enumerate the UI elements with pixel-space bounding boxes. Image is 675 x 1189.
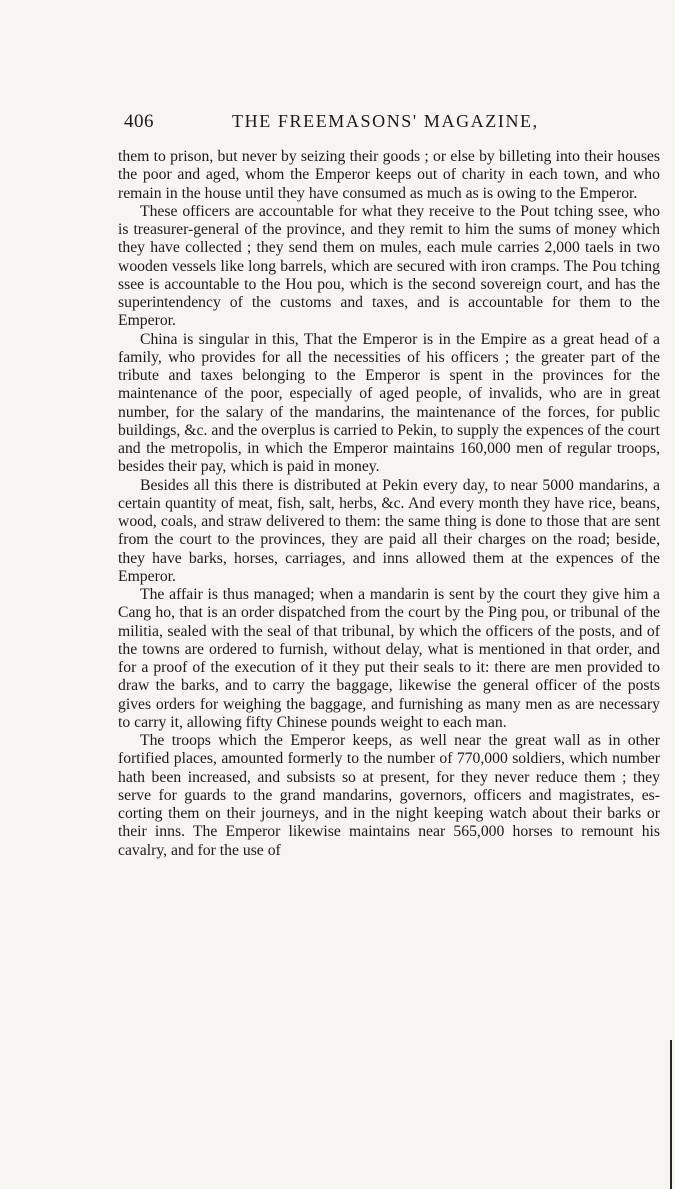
article-body [118, 148, 660, 860]
paragraph: The troops which the Emperor keeps, as well near the great wall as in other fortified places, amounted formerly to the number of 770,000 soldiers, which number hath been increased, and subsists so at present, for they never reduce them ; they serve for guards to the grand mandarins, governors, officers and magistrates, escorting them on their journeys, and in the night keeping watch about their barks or their inns. The Emperor likewise maintains near 565,000 horses to remount his cavalry, and for the use of [118, 732, 660, 859]
paragraph: China is singular in this, That the Emperor is in the Empire as a great head of a family, who provides for all the necessities of his officers ; the greater part of the tribute and taxes belonging to the Emperor is spent in the provinces for the maintenance of the poor, especially of aged people, of invalids, who are in great number, for the salary of the mandarins, the maintenance of the forces, for public buildings, &c. and the overplus is carried to Pekin, to supply the expences of the court and the metropolis, in which the Emperor maintains 160,000 men of regular troops, besides their pay, which is paid in money. [118, 330, 660, 476]
running-title: THE FREEMASONS' MAGAZINE, [232, 111, 539, 131]
paragraph: Besides all this there is distributed at Pekin every day, to near 5000 mandarins, a certain quantity of meat, fish, salt, herbs, &c. And every month they have rice, beans, wood, coals, and straw delivered to them: the same thing is done to those that are sent from the court to the provinces, they are paid all their charges on the road; beside, they have barks, horses, carriages, and inns allowed them at the expences of the Emperor. [118, 476, 660, 585]
page-edge-mark [670, 1040, 672, 1189]
paragraph: These officers are accountable for what they receive to the Pout tching ssee, who is treasurer-general of the province, and they remit to him the sums of money which they have collected ; they send them on mules, each mule carries 2,000 taels in two wooden vessels like long barrels, which are secured with iron cramps. The Pou tching ssee is accountable to the Hou pou, which is the second sovereign court, and has the superintendency of the customs and taxes, and is accountable for them to the Emperor. [118, 202, 660, 330]
page-number: 406 [124, 111, 154, 132]
paragraph: The affair is thus managed; when a mandarin is sent by the court they give him a Cang ho, that is an order dispatched from the court by the Ping pou, or tribunal of the militia, sealed with the seal of that tribunal, by which the officers of the posts, and of the towns are ordered to furnish, without delay, what is mentioned in that order, and for a proof of the execution of it they put their seals to it: there are men provided to draw the barks, and to carry the baggage, likewise the general officer of the posts gives orders for weighing the baggage, and furnishing as many men as are necessary to carry it, allowing fifty Chinese pounds weight to each man. [118, 586, 660, 731]
page-header [124, 111, 660, 137]
paragraph: them to prison, but never by seizing their goods ; or else by billeting into their houses the poor and aged, whom the Emperor keeps out of charity in each town, and who remain in the house until they have consumed as much as is owing to the Emperor. [118, 148, 660, 202]
